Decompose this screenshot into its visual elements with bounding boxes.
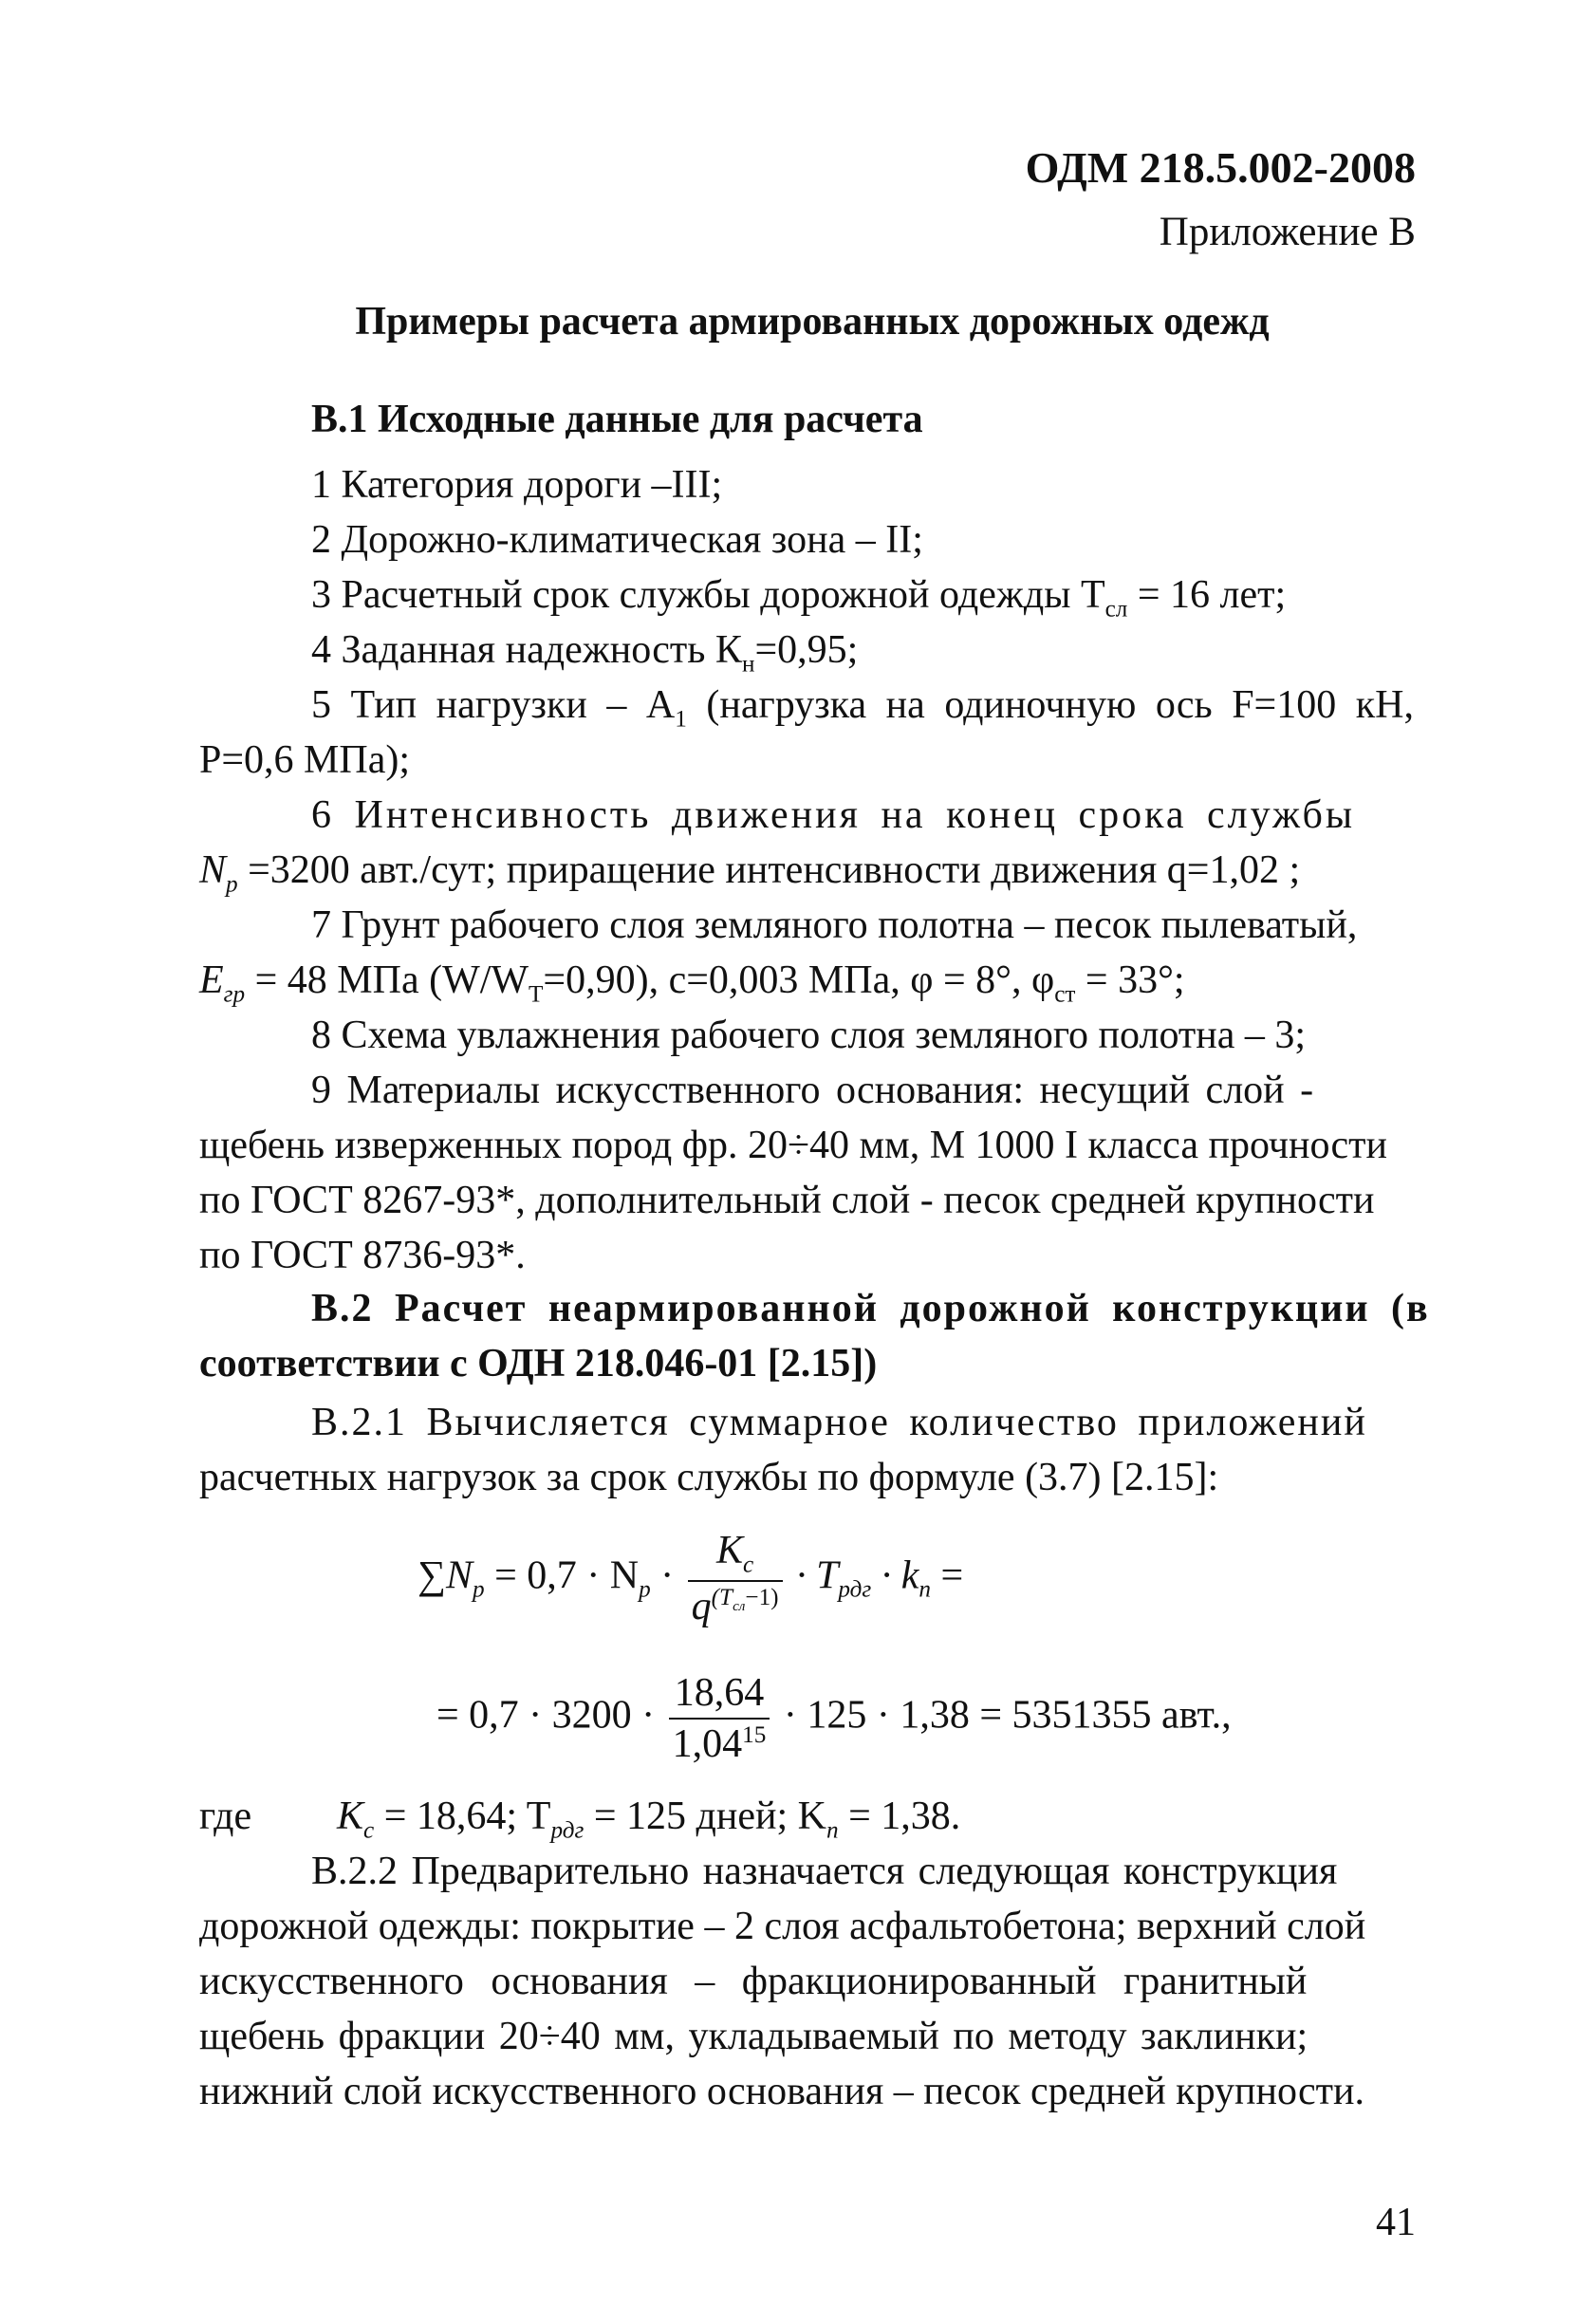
document-code: ОДМ 218.5.002-2008 (1025, 143, 1416, 192)
item-9-cont-3: по ГОСТ 8736-93*. (199, 1234, 526, 1277)
formula-result: = 0,7 · 3200 · $\frac{18,64}{1,04^{15}}$ · 125 · 1,38 = 5351355 авт., (436, 1671, 1232, 1766)
page-title: Примеры расчета армированных дорожных одежд (355, 300, 1270, 344)
section-b2-heading-1: В.2 Расчет неармированной дорожной конструкции (в (311, 1287, 1430, 1330)
section-b1-heading: В.1 Исходные данные для расчета (311, 398, 923, 441)
item-3: 3 Расчетный срок службы дорожной одежды $T_{сл} = 16$ лет; (311, 573, 1287, 623)
item-8: 8 Схема увлажнения рабочего слоя земляного полотна – 3; (311, 1014, 1307, 1057)
item-5: 5 Тип нагрузки – $А_1$ (нагрузка на одиночную ось F=100 кН, (311, 683, 1414, 733)
item-9: 9 Материалы искусственного основания: несущий слой - (311, 1069, 1314, 1112)
paragraph-b22-line-4: щебень фракции 20÷40 мм, укладываемый по методу заклинки; (199, 2015, 1308, 2058)
section-b2-heading-2: соответствии с ОДН 218.046-01 [2.15]) (199, 1342, 878, 1385)
item-9-cont-1: щебень изверженных пород фр. 20÷40 мм, М 1000 I класса прочности (199, 1124, 1387, 1167)
paragraph-b21-line-2: расчетных нагрузок за срок службы по формуле (3.7) [2.15]: (199, 1456, 1219, 1499)
paragraph-b22-line-3: искусственного основания – фракционированный гранитный (199, 1960, 1308, 2003)
where-label: где (199, 1795, 252, 1838)
item-1: 1 Категория дороги –III; (311, 463, 723, 507)
formula-result-fraction: $\frac{18,64}{1,04^{15}}$ (669, 1670, 770, 1767)
paragraph-b21-line-1: В.2.1 Вычисляется суммарное количество приложений (311, 1401, 1367, 1444)
page-number: 41 (1376, 2201, 1416, 2244)
where-definitions: $K_c = 18,64$; $T_{рдг} = 125$ дней; $K_n = 1,38$. (337, 1795, 961, 1844)
item-7: 7 Грунт рабочего слоя земляного полотна – песок пылеватый, (311, 903, 1358, 947)
item-6-cont: $N_p =3200$ авт./сут; приращение интенсивности движения q=1,02 ; (199, 848, 1301, 898)
appendix-label: Приложение В (1159, 210, 1416, 254)
item-9-cont-2: по ГОСТ 8267-93*, дополнительный слой - песок средней крупности (199, 1179, 1375, 1222)
paragraph-b22-line-1: В.2.2 Предварительно назначается следующая конструкция (311, 1850, 1338, 1893)
item-5-cont: P=0,6 МПа); (199, 738, 411, 782)
formula-sum: $\sum N_p = 0,7 \cdot N_p$ · $\frac{K_c}{q^{(T_{сл}-1)}}$ · $T_{рдг} \cdot k_n$ = (418, 1529, 964, 1629)
item-6: 6 Интенсивность движения на конец срока службы (311, 793, 1356, 837)
item-7-cont: $E_{гр} = 48$ МПа $(W/W_T=0,90)$, с=0,003 МПа, φ = 8°, $\varphi_{ст} = 33^\circ$; (199, 958, 1185, 1008)
paragraph-b22-line-2: дорожной одежды: покрытие – 2 слоя асфальтобетона; верхний слой (199, 1905, 1366, 1948)
paragraph-b22-line-5: нижний слой искусственного основания – песок средней крупности. (199, 2070, 1364, 2113)
formula-sum-fraction: $\frac{K_c}{q^{(T_{сл}-1)}}$ (688, 1528, 783, 1629)
item-4: 4 Заданная надежность $К_н=0,95$; (311, 628, 859, 678)
item-2: 2 Дорожно-климатическая зона – II; (311, 518, 923, 562)
